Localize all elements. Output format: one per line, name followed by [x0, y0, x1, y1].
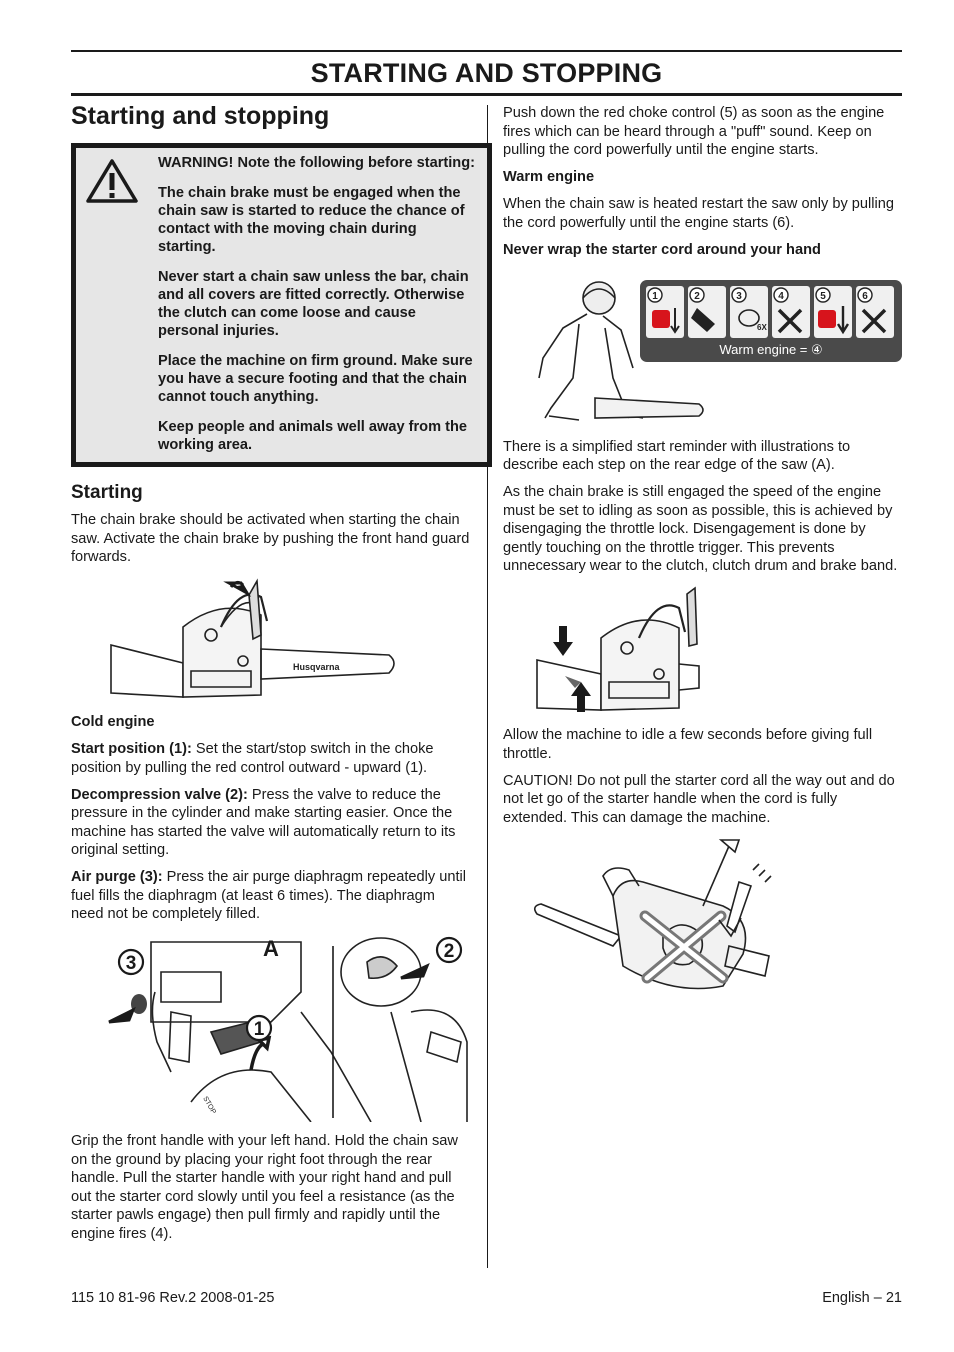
brake-text: As the chain brake is still engaged the speed of the engine must be set to idling as soon as possible, this is achieved by disengaging the throttle lock. Disengagement is done by gently touching on the throttle trigger. This prevents unnecessary wear to the clutch, clutch drum and brake band.	[503, 484, 898, 574]
air-purge-paragraph	[71, 868, 471, 924]
header-rule	[71, 93, 902, 96]
warning-people-animals: Keep people and animals well away from the working area.	[158, 419, 467, 453]
fig2-label-2: 2	[443, 941, 455, 962]
warm-engine-heading: Warm engine	[503, 169, 595, 185]
reminder-step-1: 1	[652, 290, 658, 302]
fig1-brand-label: Husqvarna	[293, 662, 340, 672]
reminder-step-4: 4	[778, 290, 784, 302]
fig2-label-3: 3	[125, 953, 137, 974]
starting-heading: Starting	[71, 482, 143, 503]
never-wrap-warning: Never wrap the starter cord around your hand	[503, 241, 821, 258]
warning-box	[71, 143, 492, 467]
reminder-step-2: 2	[694, 290, 700, 302]
start-position-label: Start position (1):	[71, 741, 192, 757]
idle-text: Allow the machine to idle a few seconds before giving full throttle.	[503, 727, 873, 762]
footer-page-label: English – 21	[822, 1290, 902, 1306]
choke-text: Push down the red choke control (5) as soon as the engine fires which can be heard through a "puff" sound. Keep on pulling the cord powerfully until the engine starts.	[503, 105, 885, 158]
throttle-lock-illustration	[503, 584, 903, 716]
fig2-stop-label: STOP	[201, 1095, 217, 1116]
top-rule	[71, 50, 902, 52]
reminder-choke-push-icon	[818, 310, 836, 328]
reminder-times-label: 6X	[757, 322, 767, 332]
start-position-text: Set the start/stop switch in the choke position by pulling the red control outward - upward (1).	[71, 741, 434, 776]
reminder-step-3: 3	[736, 290, 742, 302]
warning-covers: Never start a chain saw unless the bar, chain and all covers are fitted correctly. Otherwise the clutch can come loose and cause personal injuries.	[158, 269, 469, 339]
fig2-label-1: 1	[253, 1019, 265, 1040]
air-purge-text: Press the air purge diaphragm repeatedly until fuel fills the diaphragm (at least 6 times). The diaphragm need not be completely filled.	[71, 869, 467, 922]
air-purge-label: Air purge (3):	[71, 869, 163, 885]
decompression-paragraph	[71, 786, 471, 860]
reminder-step-5: 5	[820, 290, 826, 302]
cold-engine-heading: Cold engine	[71, 714, 155, 730]
footer-doc-number: 115 10 81-96 Rev.2 2008-01-25	[71, 1290, 275, 1306]
decompression-text: Press the valve to reduce the pressure in the cylinder and make starting easier. Once the machine has started the valve will automatically return to its original setting.	[71, 786, 456, 858]
decompression-label: Decompression valve (2):	[71, 786, 248, 803]
starter-cord-caution-illustration	[503, 836, 903, 1011]
reminder-text: There is a simplified start reminder with illustrations to describe each step on the rear edge of the saw (A).	[503, 438, 851, 473]
page-title: Starting and stopping	[71, 102, 330, 130]
warning-triangle-icon	[86, 158, 138, 204]
caution-text: CAUTION! Do not pull the starter cord all the way out and do not let go of the starter handle when the cord is fully extended. This can damage the machine.	[503, 772, 895, 826]
left-column	[71, 100, 475, 1252]
start-position-paragraph	[71, 740, 471, 777]
grip-text: Grip the front handle with your left hand. Hold the chain saw on the ground by placing your right foot through the rear handle. Pull the starter handle with your right hand and pull out the starter cord slowly until you feel a resistance (as the starter pawls engage) then pull firmly and rapidly until the engine fires (4).	[71, 1133, 458, 1242]
warm-engine-text: When the chain saw is heated restart the saw only by pulling the cord powerfully until the engine starts (6).	[503, 196, 895, 231]
starting-text: The chain brake should be activated when starting the chain saw. Activate the chain brake by pushing the front hand guard forwards.	[71, 512, 470, 565]
right-column	[503, 104, 903, 1021]
reminder-choke-red-icon	[652, 310, 670, 328]
reminder-caption: Warm engine = ④	[719, 341, 823, 357]
warning-chain-brake: The chain brake must be engaged when the chain saw is started to reduce the chance of contact with the moving chain during starting.	[158, 185, 465, 255]
start-reminder-illustration	[503, 268, 903, 428]
warning-firm-ground: Place the machine on firm ground. Make sure you have a secure footing and that the chain cannot touch anything.	[158, 353, 473, 405]
chain-brake-illustration	[71, 575, 471, 703]
warning-intro: WARNING! Note the following before starting:	[158, 155, 475, 171]
controls-illustration	[71, 932, 471, 1122]
reminder-step-6: 6	[862, 290, 868, 302]
section-title: STARTING AND STOPPING	[310, 58, 663, 88]
fig2-label-a: A	[263, 936, 279, 961]
